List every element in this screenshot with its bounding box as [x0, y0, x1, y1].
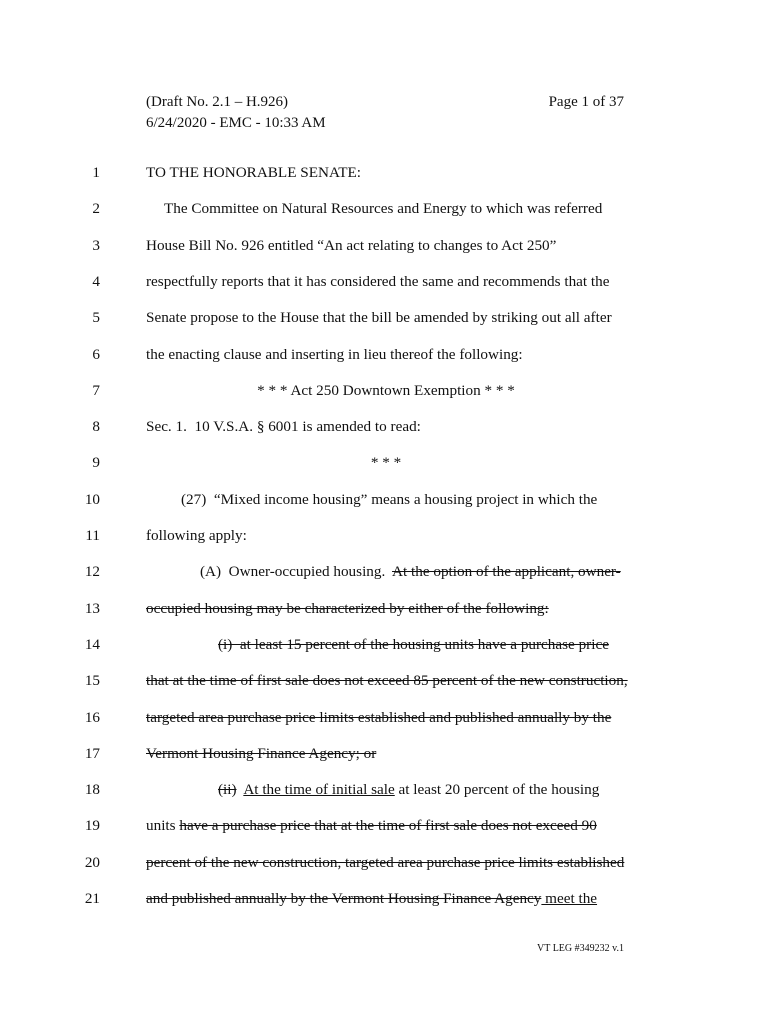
text-segment: * * * Act 250 Downtown Exemption * * *	[257, 381, 515, 399]
struck-text: Vermont Housing Finance Agency; or	[146, 744, 377, 762]
line-number: 17	[84, 744, 100, 762]
document-line	[0, 309, 770, 333]
text-segment: the enacting clause and inserting in lieu thereof the following:	[146, 345, 523, 363]
line-text	[146, 309, 612, 327]
text-segment: (A) Owner-occupied housing.	[200, 563, 393, 581]
line-text	[146, 491, 597, 509]
inserted-text: At the time of initial sale	[243, 781, 395, 799]
line-number: 19	[84, 817, 100, 835]
line-text	[146, 817, 597, 835]
line-number: 12	[84, 563, 100, 581]
line-text	[146, 600, 549, 618]
line-number: 21	[84, 890, 100, 907]
document-line	[0, 237, 770, 261]
document-line	[0, 563, 770, 587]
line-text	[146, 237, 556, 255]
struck-text: occupied housing may be characterized by either of the following:	[146, 599, 549, 617]
line-text	[146, 854, 624, 872]
text-segment: Senate propose to the House that the bill be amended by striking out all after	[146, 309, 612, 327]
text-segment: The Committee on Natural Resources and Energy to which was referred	[164, 200, 603, 218]
line-number: 18	[84, 781, 100, 799]
line-text	[146, 200, 602, 218]
line-number: 5	[92, 309, 100, 327]
text-segment: at least 20 percent of the housing	[394, 781, 600, 799]
document-line	[0, 672, 770, 696]
line-number: 4	[92, 272, 100, 290]
text-segment: TO THE HONORABLE SENATE:	[146, 164, 362, 181]
line-number: 9	[92, 454, 100, 472]
struck-text: targeted area purchase price limits established and published annually by the	[146, 708, 612, 726]
line-text	[146, 527, 247, 545]
struck-text: have a purchase price that at the time of first sale does not exceed 90	[179, 817, 597, 835]
document-line	[0, 382, 770, 406]
line-text	[146, 346, 523, 364]
text-segment: units	[146, 817, 180, 835]
document-line	[0, 781, 770, 805]
text-segment: following apply:	[146, 527, 247, 544]
text-segment: House Bill No. 926 entitled “An act relating to changes to Act 250”	[146, 236, 557, 254]
line-text	[146, 164, 361, 182]
document-line	[0, 527, 770, 551]
document-line	[0, 454, 770, 478]
page-number: Page 1 of 37	[548, 94, 624, 110]
line-number: 20	[84, 853, 100, 871]
line-number: 3	[92, 236, 100, 254]
line-number: 14	[84, 635, 100, 653]
document-line	[0, 636, 770, 660]
text-segment: * * *	[370, 454, 402, 472]
line-number: 2	[92, 200, 100, 218]
line-text	[146, 273, 610, 291]
struck-text: that at the time of first sale does not exceed 85 percent of the new construction,	[146, 672, 628, 690]
inserted-text: meet the	[541, 890, 598, 907]
line-number: 11	[85, 527, 100, 544]
document-line	[0, 890, 770, 914]
line-text	[146, 890, 597, 908]
line-number: 15	[84, 672, 100, 690]
line-text	[146, 709, 611, 727]
line-number: 10	[84, 490, 100, 508]
line-number: 13	[84, 599, 100, 617]
document-line	[0, 600, 770, 624]
document-line	[0, 200, 770, 224]
line-text	[146, 418, 421, 436]
draft-number: (Draft No. 2.1 – H.926)	[146, 94, 289, 110]
line-text	[146, 636, 609, 654]
struck-text: (i) at least 15 percent of the housing units have a purchase price	[218, 635, 609, 653]
document-line	[0, 491, 770, 515]
line-text	[146, 454, 626, 472]
text-segment: (27) “Mixed income housing” means a housing project in which the	[181, 490, 598, 508]
line-text	[146, 745, 376, 763]
line-text	[146, 563, 621, 581]
struck-text: and published annually by the Vermont Housing Finance Agency	[146, 890, 542, 907]
line-number: 6	[92, 345, 100, 363]
struck-text: percent of the new construction, targeted area purchase price limits established	[146, 853, 625, 871]
line-text	[146, 781, 599, 799]
document-line	[0, 709, 770, 733]
line-number: 7	[92, 381, 100, 399]
struck-text: (ii)	[218, 781, 237, 799]
document-line	[0, 817, 770, 841]
document-footer: VT LEG #349232 v.1	[537, 943, 624, 954]
line-text	[146, 382, 626, 400]
document-line	[0, 418, 770, 442]
line-number: 1	[92, 164, 100, 181]
text-segment: respectfully reports that it has considered the same and recommends that the	[146, 272, 610, 290]
document-line	[0, 745, 770, 769]
line-number: 16	[84, 708, 100, 726]
document-line	[0, 164, 770, 188]
document-header-left	[146, 92, 326, 134]
text-segment: Sec. 1. 10 V.S.A. § 6001 is amended to read:	[146, 418, 421, 436]
line-number: 8	[92, 418, 100, 436]
draft-date: 6/24/2020 - EMC - 10:33 AM	[146, 115, 326, 131]
struck-text: At the option of the applicant, owner-	[392, 563, 621, 581]
line-text	[146, 672, 628, 690]
document-line	[0, 346, 770, 370]
document-line	[0, 854, 770, 878]
document-line	[0, 273, 770, 297]
